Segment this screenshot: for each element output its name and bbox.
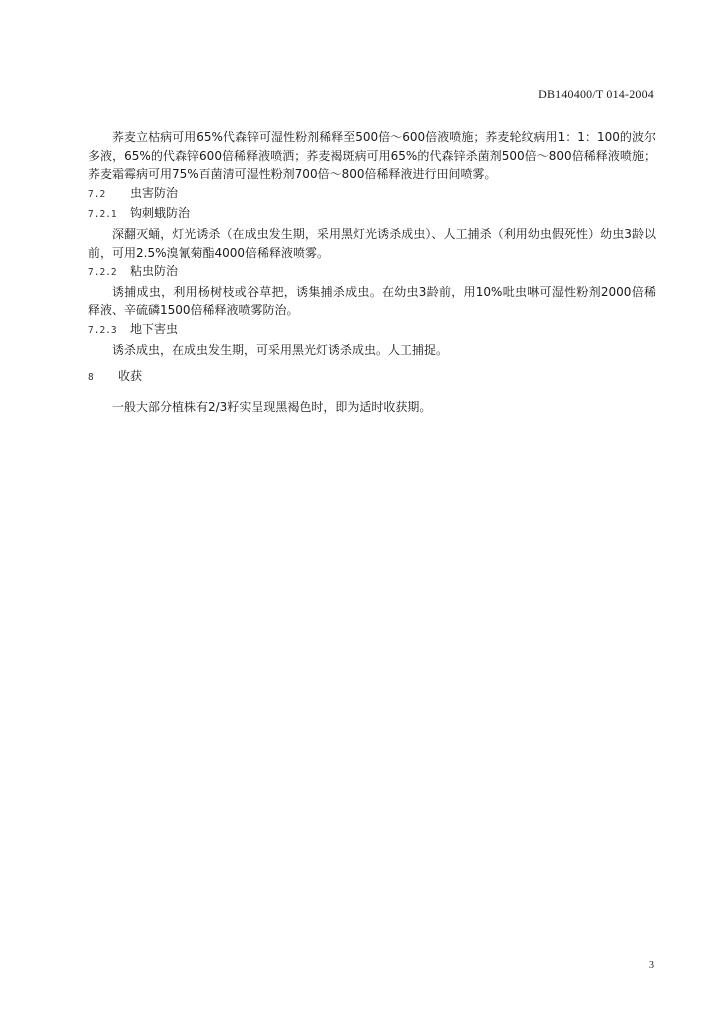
- section-title: 地下害虫: [130, 321, 179, 336]
- section-7-2-3-text: 诱杀成虫，在成虫发生期，可采用黑光灯诱杀成虫。人工捕捉。: [112, 342, 449, 357]
- section-title: 虫害防治: [130, 185, 179, 200]
- standard-code: DB140400/T 014-2004: [538, 87, 654, 101]
- section-7-2-1-text: 深翻灭蛹，灯光诱杀（在成虫发生期，采用黑灯光诱杀成虫）、人工捕杀（利用幼虫假死性）幼虫3龄以前，可用2.5%溴氰菊酯4000倍稀释液喷雾。: [88, 226, 656, 260]
- section-title: 收获: [118, 369, 143, 384]
- section-title: 粘虫防治: [130, 264, 179, 279]
- disease-control-paragraph: 荞麦立枯病可用65%代森锌可湿性粉剂稀释至500倍～600倍液喷施；荞麦轮纹病用1：1：100的波尔多液，65%的代森锌600倍稀释液喷洒；荞麦褐斑病可用65%的代森锌杀菌剂500倍～800倍稀释液喷施；荞麦霜霉病可用75%百菌清可湿性粉剂700倍～800倍稀释液进行田间喷雾。: [88, 130, 656, 182]
- section-7-2-1-heading: [88, 204, 656, 225]
- section-title: 钩刺蛾防治: [130, 206, 191, 221]
- section-7-2-2-heading: [88, 262, 656, 283]
- section-7-2-heading: [88, 184, 656, 205]
- section-8-heading: [88, 367, 656, 388]
- section-number: 7.2: [88, 188, 106, 200]
- document-body: [88, 128, 656, 416]
- section-number: 7.2.3: [88, 324, 117, 336]
- section-7-2-3-heading: [88, 320, 656, 341]
- section-8-text: 一般大部分植株有2/3籽实呈现黑褐色时，即为适时收获期。: [112, 399, 432, 414]
- page-number: 3: [649, 960, 654, 971]
- section-number: 7.2.1: [88, 209, 117, 221]
- section-number: 7.2.2: [88, 267, 117, 279]
- section-7-2-2-text: 诱捕成虫，利用杨树枝或谷草把，诱集捕杀成虫。在幼虫3龄前，用10%吡虫啉可湿性粉剂2000倍稀释液、辛硫磷1500倍稀释液喷雾防治。: [88, 284, 656, 318]
- section-number: 8: [88, 372, 94, 384]
